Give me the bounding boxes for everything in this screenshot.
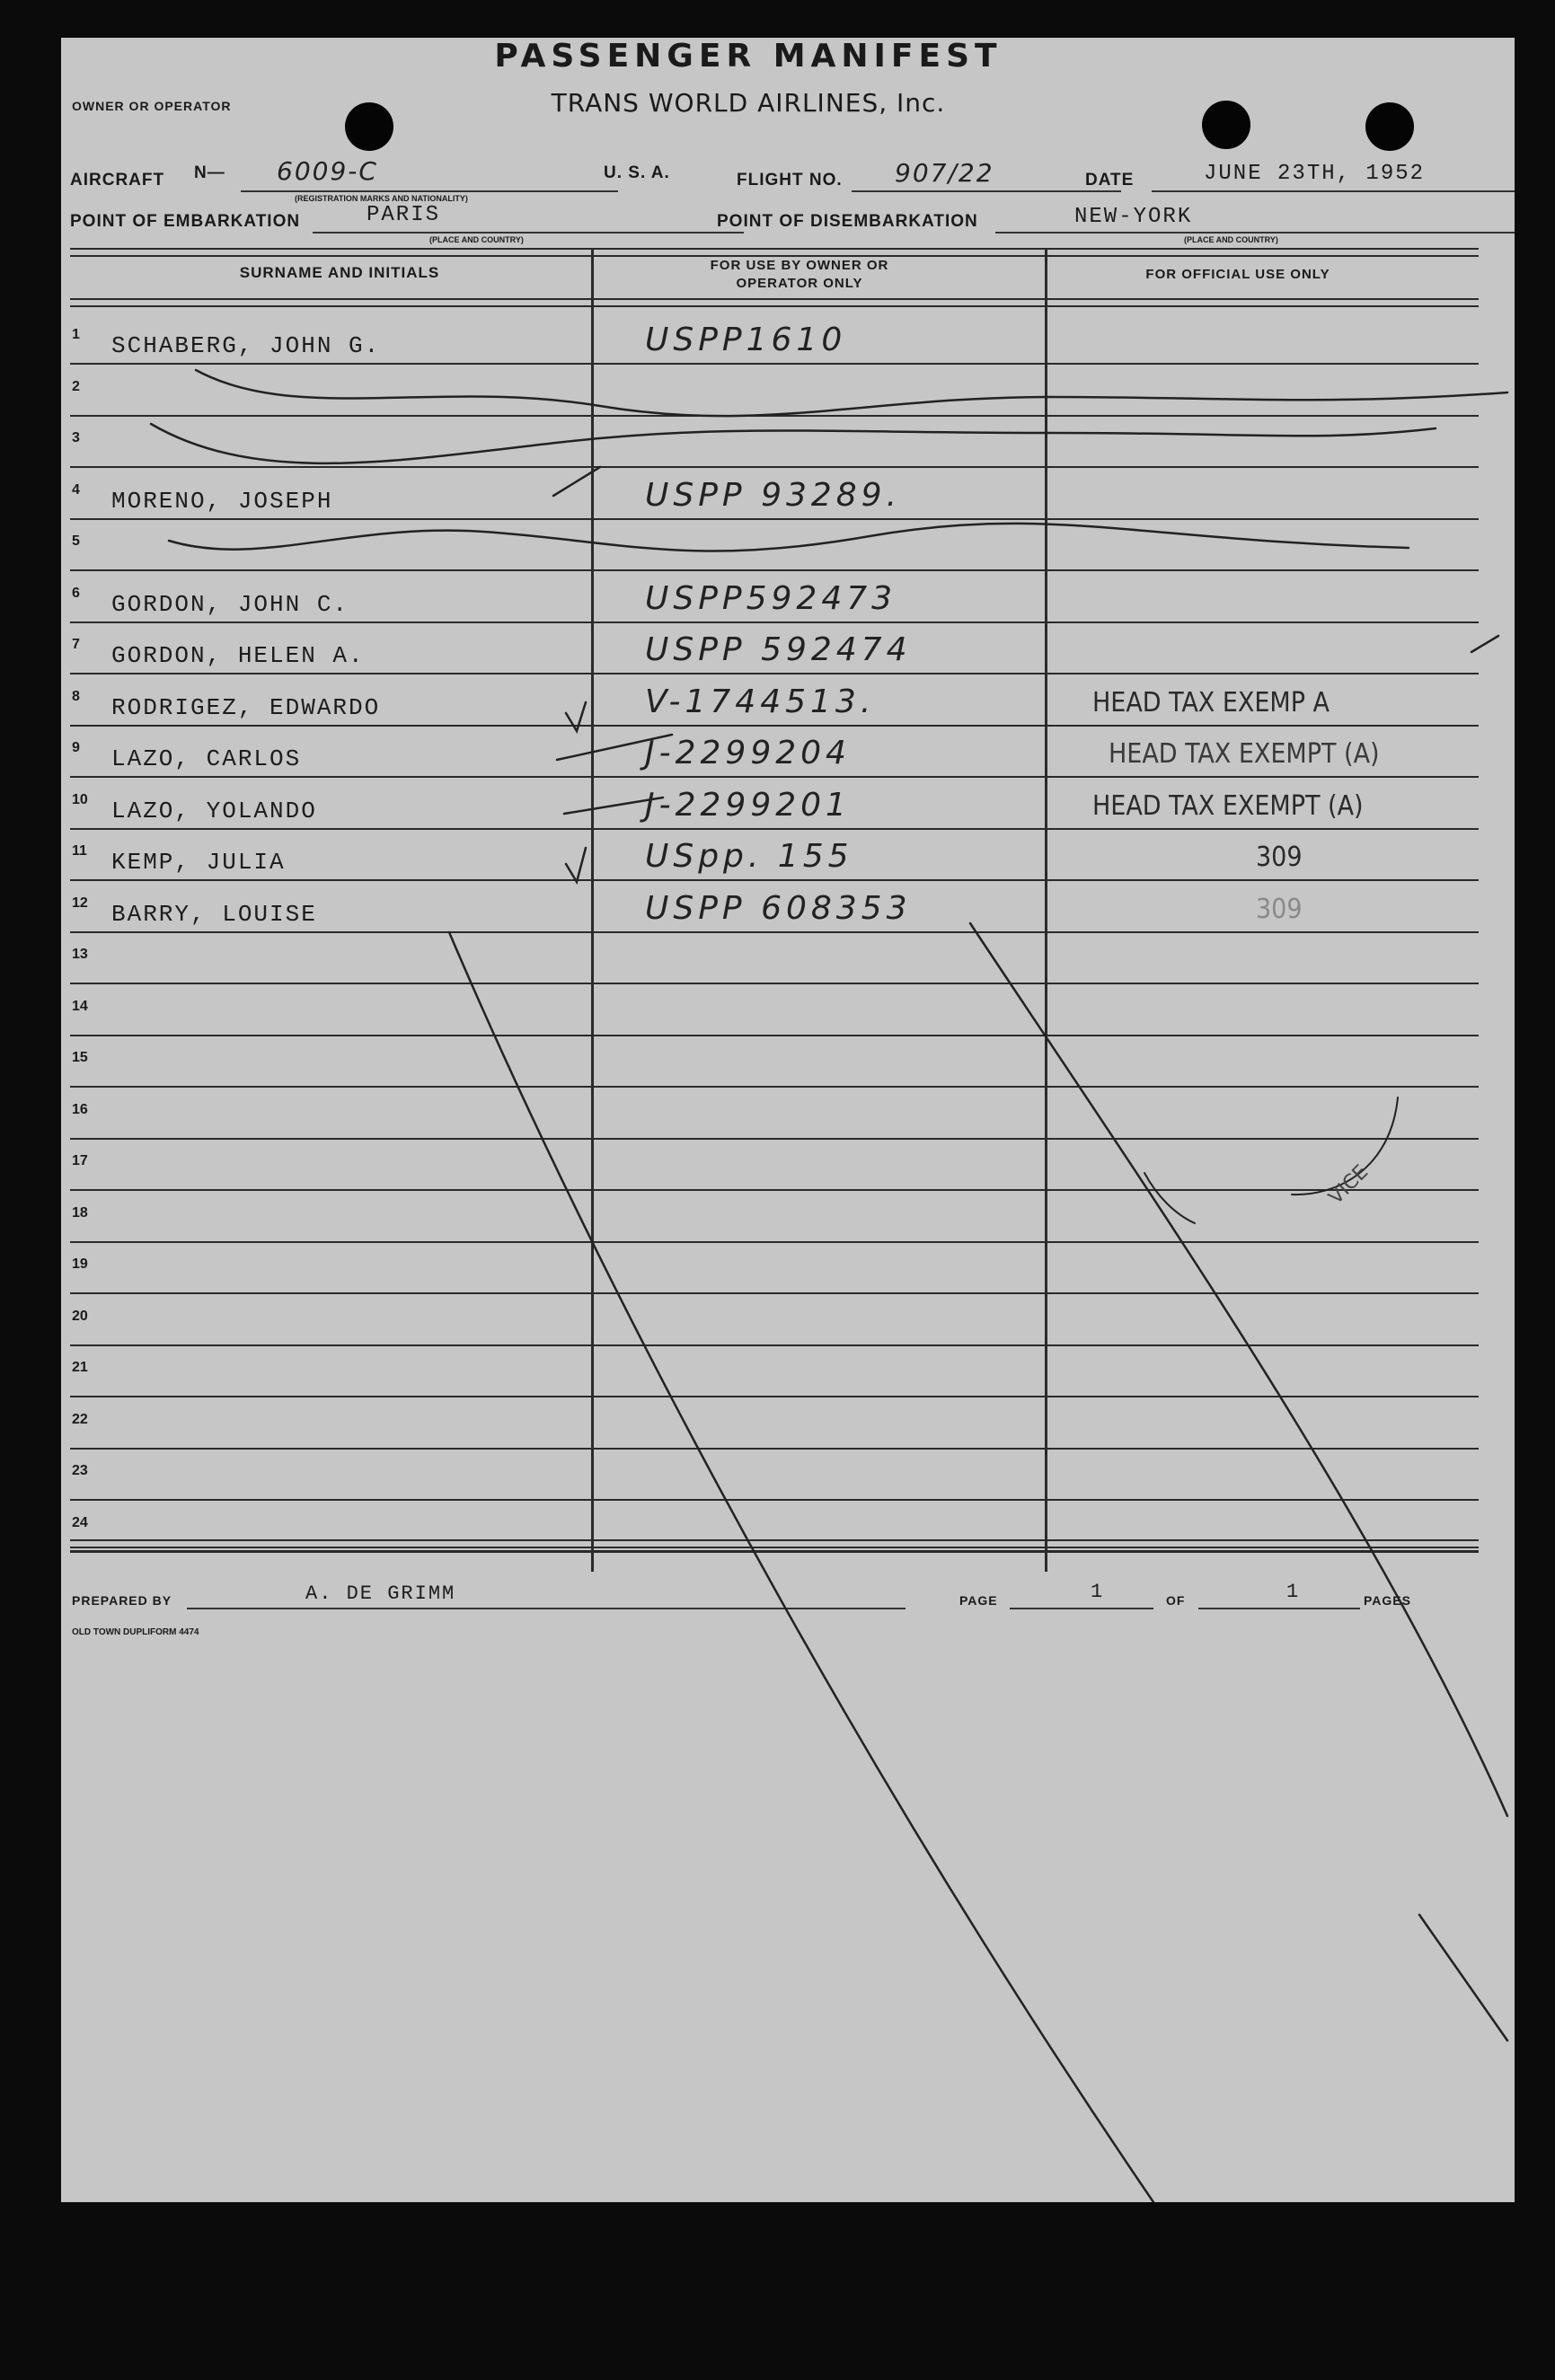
passport-number: V-1744513. — [645, 683, 876, 720]
row-number: 20 — [72, 1308, 88, 1324]
disembark-sublabel: (PLACE AND COUNTRY) — [1184, 235, 1278, 244]
row-number: 23 — [72, 1463, 88, 1478]
of-label: OF — [1166, 1593, 1186, 1608]
passport-number: USPP1610 — [645, 322, 847, 358]
diagonal-strike-corner — [1419, 1915, 1507, 2041]
passenger-name: RODRIGEZ, EDWARDO — [111, 693, 381, 721]
passenger-name: SCHABERG, JOHN G. — [111, 332, 381, 359]
row-number: 9 — [72, 740, 80, 755]
date-value: JUNE 23TH, 1952 — [1204, 162, 1426, 186]
passenger-name: LAZO, YOLANDO — [111, 797, 317, 824]
passenger-name: MORENO, JOSEPH — [111, 487, 333, 515]
row-number: 5 — [72, 533, 80, 549]
pages-label: PAGES — [1364, 1593, 1411, 1608]
row-number: 2 — [72, 378, 80, 394]
passport-number: USPP 93289. — [645, 476, 902, 514]
passport-number: J-2299204 — [645, 735, 851, 771]
passport-number: USPP 608353 — [645, 889, 912, 927]
embark-label: POINT OF EMBARKATION — [70, 212, 301, 231]
passenger-name: KEMP, JULIA — [111, 849, 286, 876]
official-note: HEAD TAX EXEMPT (A) — [1092, 789, 1364, 822]
row-number: 4 — [72, 481, 80, 498]
column-header-name: SURNAME AND INITIALS — [239, 264, 440, 281]
row-number: 14 — [72, 998, 88, 1014]
row-number: 21 — [72, 1360, 88, 1375]
passenger-name: GORDON, HELEN A. — [111, 642, 365, 669]
page-label: PAGE — [959, 1593, 998, 1608]
stamp-fragment: VICE — [1324, 1160, 1374, 1210]
row-number: 1 — [72, 327, 80, 342]
embark-sublabel: (PLACE AND COUNTRY) — [429, 235, 524, 244]
manifest-sheet — [61, 38, 1515, 2202]
airline-name: TRANS WORLD AIRLINES, Inc. — [551, 88, 946, 118]
printer-imprint: OLD TOWN DUPLIFORM 4474 — [72, 1627, 199, 1637]
check-mark-row-11 — [566, 848, 586, 882]
row-number: 11 — [72, 843, 87, 859]
row-number: 18 — [72, 1204, 88, 1221]
column-header-official-use: FOR OFFICIAL USE ONLY — [1145, 267, 1330, 282]
aircraft-value: 6009-C — [277, 156, 378, 186]
strike-line-row-2 — [196, 370, 1507, 416]
passport-number: USPP592473 — [645, 579, 897, 617]
passenger-name: LAZO, CARLOS — [111, 745, 302, 772]
row-number: 15 — [72, 1050, 88, 1065]
aircraft-prefix: N— — [194, 163, 225, 182]
row-number: 7 — [72, 637, 80, 652]
official-note: 309 — [1256, 893, 1303, 925]
row-number: 13 — [72, 947, 88, 962]
check-mark-row-4 — [553, 467, 600, 496]
diagonal-strike-right — [970, 923, 1507, 1816]
prepared-by-value: A. DE GRIMM — [305, 1582, 456, 1605]
column-header-owner-use: FOR USE BY OWNER OR OPERATOR ONLY — [710, 258, 889, 291]
of-value: 1 — [1286, 1581, 1301, 1603]
flight-value: 907/22 — [895, 158, 994, 188]
check-mark-row-10 — [564, 798, 663, 814]
handwritten-marks — [61, 38, 1515, 2202]
passport-number: USpp. 155 — [645, 838, 853, 875]
owner-label: OWNER OR OPERATOR — [72, 99, 232, 113]
official-note: 309 — [1256, 842, 1303, 873]
prepared-by-label: PREPARED BY — [72, 1593, 172, 1608]
disembark-label: POINT OF DISEMBARKATION — [717, 212, 978, 231]
row-number: 8 — [72, 688, 80, 704]
nationality-value: U. S. A. — [604, 163, 670, 182]
dash-mark-row-7 — [1471, 636, 1498, 652]
passenger-name: GORDON, JOHN C. — [111, 590, 349, 618]
row-number: 12 — [72, 895, 88, 911]
check-mark-row-8 — [566, 702, 586, 731]
disembark-value: NEW-YORK — [1074, 205, 1193, 229]
passport-number: J-2299201 — [645, 786, 851, 824]
row-number: 10 — [72, 791, 88, 807]
row-number: 19 — [72, 1256, 88, 1272]
row-number: 6 — [72, 585, 80, 601]
passenger-name: BARRY, LOUISE — [111, 900, 317, 928]
row-number: 16 — [72, 1101, 88, 1117]
document-title: PASSENGER MANIFEST — [494, 38, 1003, 75]
row-number: 24 — [72, 1514, 88, 1530]
official-note: HEAD TAX EXEMP A — [1092, 686, 1330, 718]
flight-label: FLIGHT NO. — [737, 171, 843, 190]
diagonal-strike-left — [449, 932, 1153, 2202]
row-number: 17 — [72, 1153, 88, 1168]
official-note: HEAD TAX EXEMPT (A) — [1109, 738, 1380, 770]
row-number: 22 — [72, 1411, 88, 1427]
strike-line-row-5 — [169, 524, 1409, 551]
passport-number: USPP 592474 — [645, 631, 912, 668]
embark-value: PARIS — [367, 203, 441, 227]
aircraft-sublabel: (REGISTRATION MARKS AND NATIONALITY) — [295, 194, 468, 203]
aircraft-label: AIRCRAFT — [70, 171, 165, 190]
strike-line-row-3 — [151, 424, 1436, 463]
check-mark-row-9 — [557, 735, 672, 760]
page-value: 1 — [1091, 1581, 1105, 1603]
date-label: DATE — [1085, 171, 1135, 190]
row-number: 3 — [72, 430, 80, 445]
